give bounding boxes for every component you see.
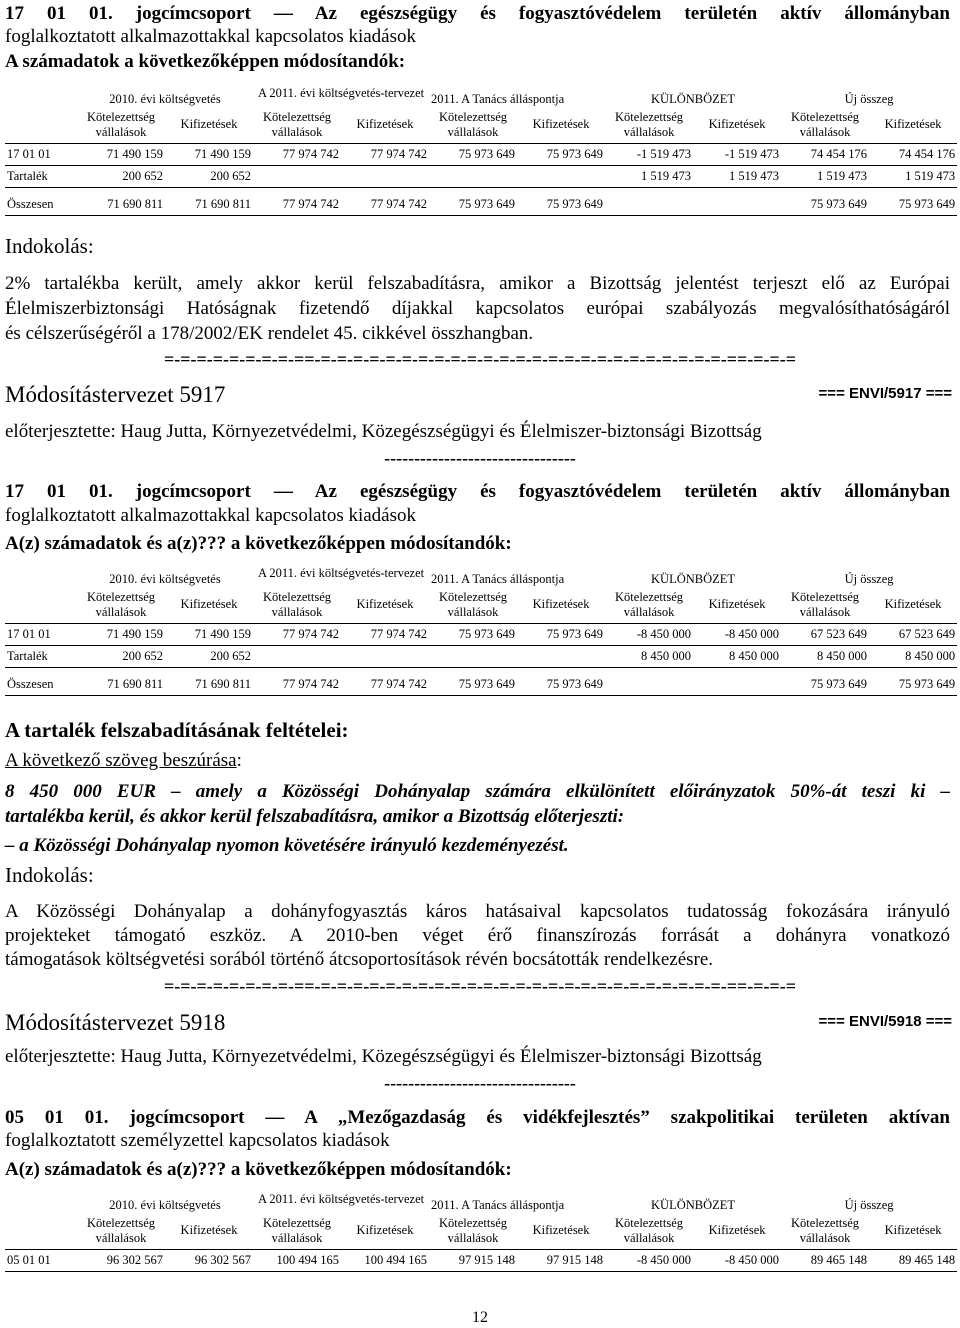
justification-text: és célszerűségéről a 178/2002/EK rendelet 45. cikkével összhangban. xyxy=(5,323,534,344)
col-commitment: Kötelezettség vállalások xyxy=(86,589,156,619)
cell: 75 973 649 xyxy=(781,195,869,215)
table-row xyxy=(5,623,957,645)
cell: 75 973 649 xyxy=(429,195,517,215)
cell: 8 450 000 xyxy=(693,645,781,667)
table-row-total xyxy=(5,675,957,695)
justification-label: Indokolás: xyxy=(5,863,94,887)
col-payment: Kifizetések xyxy=(356,1223,414,1238)
table-group-header xyxy=(5,1192,957,1213)
table-row xyxy=(5,143,957,165)
cell: 75 973 649 xyxy=(869,195,957,215)
cell: 75 973 649 xyxy=(517,623,605,645)
table-row xyxy=(5,165,957,187)
separator: =-=-=-=-=-=-=-=-==-=-=-=-=-=-=-=-=-=-=-=-=-=-=-=-=-=-=-=-=-=-=-=-=-=-==-=-=-= xyxy=(163,349,797,369)
budget-line-heading-3b: foglalkoztatott személyzettel kapcsolatos kiadások xyxy=(5,1130,390,1151)
cell: -8 450 000 xyxy=(605,623,693,645)
cell: 77 974 742 xyxy=(253,195,341,215)
col-group-difference: KÜLÖNBÖZET xyxy=(651,92,736,106)
cell xyxy=(253,645,341,667)
cell: 71 490 159 xyxy=(165,623,253,645)
cell: 71 490 159 xyxy=(77,143,165,165)
budget-line-heading-2b: foglalkoztatott alkalmazottakkal kapcsolatos kiadások xyxy=(5,505,417,526)
col-group-new-amount: Új összeg xyxy=(844,572,894,586)
table-sub-header xyxy=(5,587,957,623)
table-group-header xyxy=(5,566,957,587)
cell: -8 450 000 xyxy=(605,1249,693,1271)
col-payment: Kifizetések xyxy=(884,117,942,132)
cell: 96 302 567 xyxy=(77,1249,165,1271)
cell: -1 519 473 xyxy=(693,143,781,165)
justification-label: Indokolás: xyxy=(5,234,94,258)
cell: 75 973 649 xyxy=(429,675,517,695)
cell: -8 450 000 xyxy=(693,623,781,645)
subheading-3: A(z) számadatok és a(z)??? a következőképpen módosítandók: xyxy=(5,1159,512,1180)
col-group-draft-2011: A 2011. évi költségvetés-tervezet xyxy=(257,1192,425,1206)
budget-table-2 xyxy=(5,566,957,696)
cell: 1 519 473 xyxy=(781,165,869,187)
cell: 1 519 473 xyxy=(869,165,957,187)
row-label: 17 01 01 xyxy=(5,143,77,165)
cell: 77 974 742 xyxy=(253,143,341,165)
cell: 71 690 811 xyxy=(77,195,165,215)
submitted-by: előterjesztette: Haug Jutta, Környezetvédelmi, Közegészségügyi és Élelmiszer-biztonsági Bizottság xyxy=(5,1046,762,1067)
col-group-draft-2011: A 2011. évi költségvetés-tervezet xyxy=(257,86,425,100)
cell: 200 652 xyxy=(77,165,165,187)
row-label: 05 01 01 xyxy=(5,1249,77,1271)
table-row-total xyxy=(5,195,957,215)
cell xyxy=(517,645,605,667)
cell: 77 974 742 xyxy=(341,623,429,645)
row-label: 17 01 01 xyxy=(5,623,77,645)
budget-table-1 xyxy=(5,86,957,216)
cell: 1 519 473 xyxy=(605,165,693,187)
subheading-1: A számadatok a következőképpen módosítandók: xyxy=(5,51,406,72)
submitted-by: előterjesztette: Haug Jutta, Környezetvédelmi, Közegészségügyi és Élelmiszer-biztonsági Bizottság xyxy=(5,421,762,442)
col-payment: Kifizetések xyxy=(180,117,238,132)
col-commitment: Kötelezettség vállalások xyxy=(86,1215,156,1245)
cell: 71 690 811 xyxy=(165,195,253,215)
amendment-code: === ENVI/5917 === xyxy=(818,385,952,402)
reserve-title: A tartalék felszabadításának feltételei: xyxy=(5,718,349,742)
col-group-new-amount: Új összeg xyxy=(844,92,894,106)
cell xyxy=(429,645,517,667)
subheading-2: A(z) számadatok és a(z)??? a következőképpen módosítandók: xyxy=(5,533,512,554)
separator: =-=-=-=-=-=-=-=-==-=-=-=-=-=-=-=-=-=-=-=-=-=-=-=-=-=-=-=-=-=-=-=-=-=-==-=-=-= xyxy=(163,976,797,996)
cell: 97 915 148 xyxy=(429,1249,517,1271)
reserve-text: 8 450 000 EUR – amely a Közösségi Dohányalap számára elkülönített előirányzatok 50%-át teszi ki – xyxy=(5,781,950,802)
col-group-2010: 2010. évi költségvetés xyxy=(109,572,221,586)
col-commitment: Kötelezettség vállalások xyxy=(791,589,860,619)
justification-text: 2% tartalékba került, amely akkor kerül felszabadításra, amikor a Bizottság jelentést terjeszt elő az Európai xyxy=(5,273,950,294)
cell: 75 973 649 xyxy=(429,143,517,165)
cell: -8 450 000 xyxy=(693,1249,781,1271)
row-label: Tartalék xyxy=(5,165,77,187)
budget-line-heading-3: 05 01 01. jogcímcsoport — A „Mezőgazdaság és vidékfejlesztés” szakpolitikai területen aktívan xyxy=(5,1107,950,1128)
col-commitment: Kötelezettség vállalások xyxy=(791,109,860,139)
cell xyxy=(341,165,429,187)
cell: 75 973 649 xyxy=(517,143,605,165)
col-commitment: Kötelezettség vállalások xyxy=(615,589,684,619)
col-commitment: Kötelezettség vállalások xyxy=(263,589,332,619)
cell: 96 302 567 xyxy=(165,1249,253,1271)
table-group-header xyxy=(5,86,957,107)
col-commitment: Kötelezettség vállalások xyxy=(439,589,508,619)
cell: 75 973 649 xyxy=(517,675,605,695)
page-number: 12 xyxy=(472,1309,488,1326)
table-sub-header xyxy=(5,107,957,143)
justification-text: projekteket támogató eszköz. A 2010-ben véget érő finanszírozás forrását a dohányra vonatkozó xyxy=(5,925,950,946)
col-group-new-amount: Új összeg xyxy=(844,1198,894,1212)
cell: 71 690 811 xyxy=(165,675,253,695)
col-payment: Kifizetések xyxy=(884,1223,942,1238)
cell: 200 652 xyxy=(165,165,253,187)
cell: 74 454 176 xyxy=(781,143,869,165)
budget-line-heading-1b: foglalkoztatott alkalmazottakkal kapcsolatos kiadások xyxy=(5,26,417,47)
col-group-draft-2011: A 2011. évi költségvetés-tervezet xyxy=(257,566,425,580)
table-row xyxy=(5,1249,957,1271)
reserve-text: tartalékba kerül, és akkor kerül felszabadításra, amikor a Bizottság előterjeszti: xyxy=(5,806,625,827)
col-payment: Kifizetések xyxy=(708,117,766,132)
col-payment: Kifizetések xyxy=(532,597,590,612)
col-payment: Kifizetések xyxy=(708,597,766,612)
cell: 67 523 649 xyxy=(781,623,869,645)
col-group-difference: KÜLÖNBÖZET xyxy=(651,1198,736,1212)
row-label: Összesen xyxy=(5,195,77,215)
col-group-council-2011: 2011. A Tanács álláspontja xyxy=(431,92,565,106)
cell: 97 915 148 xyxy=(517,1249,605,1271)
cell: 8 450 000 xyxy=(605,645,693,667)
justification-text: A Közösségi Dohányalap a dohányfogyasztás káros hatásaival kapcsolatos tudatosság fokozására irányuló xyxy=(5,901,950,922)
justification-text: támogatások költségvetési sorából történő átcsoportosítások révén bocsátották rendelkezésre. xyxy=(5,949,714,970)
cell: 75 973 649 xyxy=(781,675,869,695)
cell: 71 690 811 xyxy=(77,675,165,695)
col-payment: Kifizetések xyxy=(708,1223,766,1238)
cell xyxy=(693,195,781,215)
col-payment: Kifizetések xyxy=(532,117,590,132)
cell: 71 490 159 xyxy=(165,143,253,165)
cell: 100 494 165 xyxy=(341,1249,429,1271)
col-commitment: Kötelezettség vállalások xyxy=(615,1215,684,1245)
col-commitment: Kötelezettség vállalások xyxy=(791,1215,860,1245)
row-label: Összesen xyxy=(5,675,77,695)
table-row xyxy=(5,645,957,667)
col-group-council-2011: 2011. A Tanács álláspontja xyxy=(431,1198,565,1212)
table-sub-header xyxy=(5,1213,957,1249)
cell: 89 465 148 xyxy=(781,1249,869,1271)
col-commitment: Kötelezettség vállalások xyxy=(439,1215,508,1245)
cell xyxy=(341,645,429,667)
col-group-council-2011: 2011. A Tanács álláspontja xyxy=(431,572,565,586)
cell xyxy=(517,165,605,187)
cell: 77 974 742 xyxy=(341,143,429,165)
cell xyxy=(429,165,517,187)
col-group-2010: 2010. évi költségvetés xyxy=(109,1198,221,1212)
col-commitment: Kötelezettség vállalások xyxy=(439,109,508,139)
budget-table-3 xyxy=(5,1192,957,1272)
cell: 100 494 165 xyxy=(253,1249,341,1271)
col-commitment: Kötelezettség vállalások xyxy=(86,109,156,139)
col-payment: Kifizetések xyxy=(180,1223,238,1238)
budget-line-heading-1: 17 01 01. jogcímcsoport — Az egészségügy és fogyasztóvédelem területén aktív állományban xyxy=(5,3,950,24)
reserve-text: – a Közösségi Dohányalap nyomon követésére irányuló kezdeményezést. xyxy=(5,835,569,856)
col-commitment: Kötelezettség vállalások xyxy=(263,109,332,139)
col-payment: Kifizetések xyxy=(884,597,942,612)
cell: 77 974 742 xyxy=(341,675,429,695)
amendment-code: === ENVI/5918 === xyxy=(818,1013,952,1030)
cell: -1 519 473 xyxy=(605,143,693,165)
cell: 200 652 xyxy=(77,645,165,667)
cell: 75 973 649 xyxy=(517,195,605,215)
col-payment: Kifizetések xyxy=(180,597,238,612)
cell: 200 652 xyxy=(165,645,253,667)
cell xyxy=(253,165,341,187)
col-commitment: Kötelezettség vállalások xyxy=(615,109,684,139)
cell: 75 973 649 xyxy=(429,623,517,645)
justification-text: Élelmiszerbiztonsági Hatóságnak fizetendő díjakkal kapcsolatos európai szabályozás megvalósíthatóságáról xyxy=(5,298,950,319)
cell: 77 974 742 xyxy=(253,623,341,645)
cell: 89 465 148 xyxy=(869,1249,957,1271)
col-payment: Kifizetések xyxy=(356,117,414,132)
amendment-title: Módosítástervezet 5918 xyxy=(5,1010,226,1035)
cell: 1 519 473 xyxy=(693,165,781,187)
col-group-difference: KÜLÖNBÖZET xyxy=(651,572,736,586)
insert-label: A következő szöveg beszúrása: xyxy=(5,750,242,771)
dash-separator: -------------------------------- xyxy=(384,448,576,468)
cell: 75 973 649 xyxy=(869,675,957,695)
cell xyxy=(605,195,693,215)
col-payment: Kifizetések xyxy=(356,597,414,612)
cell xyxy=(693,675,781,695)
col-payment: Kifizetések xyxy=(532,1223,590,1238)
cell: 8 450 000 xyxy=(869,645,957,667)
col-commitment: Kötelezettség vállalások xyxy=(263,1215,332,1245)
row-label: Tartalék xyxy=(5,645,77,667)
cell xyxy=(605,675,693,695)
col-group-2010: 2010. évi költségvetés xyxy=(109,92,221,106)
budget-line-heading-2: 17 01 01. jogcímcsoport — Az egészségügy és fogyasztóvédelem területén aktív állományban xyxy=(5,481,950,502)
cell: 8 450 000 xyxy=(781,645,869,667)
cell: 77 974 742 xyxy=(253,675,341,695)
dash-separator: -------------------------------- xyxy=(384,1073,576,1093)
cell: 67 523 649 xyxy=(869,623,957,645)
amendment-title: Módosítástervezet 5917 xyxy=(5,382,226,407)
cell: 77 974 742 xyxy=(341,195,429,215)
cell: 74 454 176 xyxy=(869,143,957,165)
cell: 71 490 159 xyxy=(77,623,165,645)
